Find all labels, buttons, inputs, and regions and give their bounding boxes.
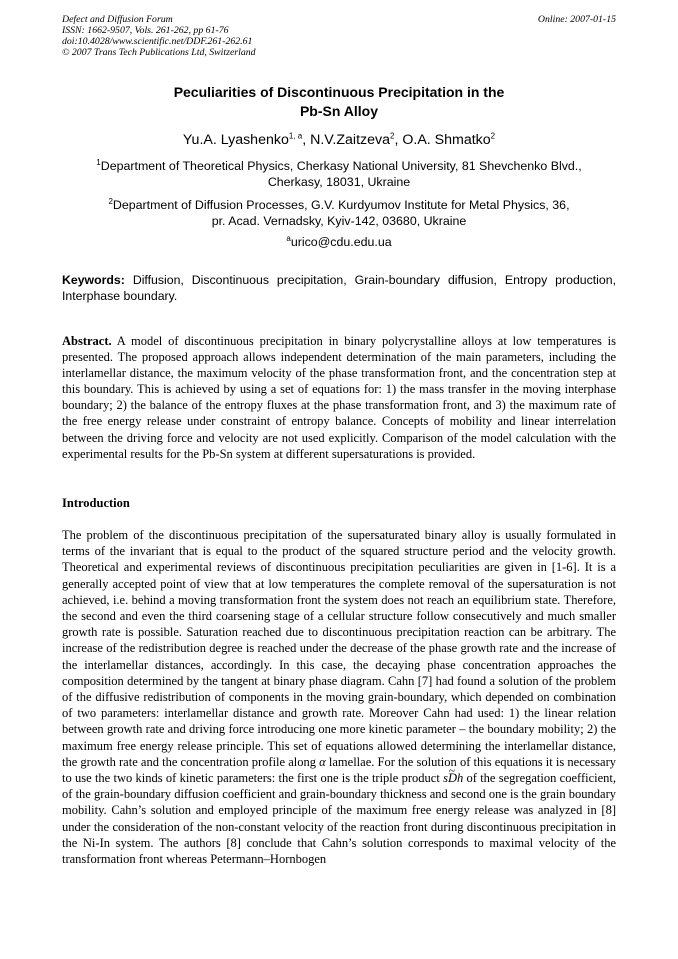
author-separator: ,	[302, 132, 311, 148]
journal-name: Defect and Diffusion Forum	[62, 14, 173, 25]
abstract-text: A model of discontinuous precipitation in binary polycrystalline alloys at low temperatures is presented. The proposed approach allows independent determination of the main parameters, including the interlamellar distance, the maximum velocity of the phase transformation front, and the concentration step at this boundary. This is achieved by using a set of equations for: 1) the mass transfer in the moving interphase boundary; 2) the balance of the entropy fluxes at the phase transformation front, and 3) the maximum rate of the free energy release under constraint of entropy balance. Concepts of mobility and linear interrelation between the driving force and velocity are not used explicitly. Comparison of the model calculation with the experimental results for the Pb-Sn system at different supersaturations is provided.	[62, 334, 616, 461]
affiliation-1	[62, 158, 616, 190]
triple-product-formula	[443, 771, 463, 785]
introduction-text	[62, 527, 616, 867]
affiliation-line-1: Department of Diffusion Processes, G.V. Kurdyumov Institute for Metal Physics, 36,	[112, 198, 570, 212]
title-line-2: Pb-Sn Alloy	[299, 103, 379, 119]
journal-header	[62, 14, 616, 58]
author-affiliation-mark: 2	[390, 131, 395, 141]
author-affiliation-mark: 2	[490, 131, 496, 141]
title-line-1: Peculiarities of Discontinuous Precipitation in the	[173, 84, 505, 100]
email-address[interactable]: urico@cdu.edu.ua	[290, 235, 392, 249]
intro-paragraph-part-2: lamellae. For the solution of this equations it is necessary to use the two kinds of kinetic parameters: the first one is the triple product	[62, 754, 617, 786]
keywords-label: Keywords:	[62, 273, 125, 287]
journal-doi[interactable]: doi:10.4028/www.scientific.net/DDF.261-262.61	[62, 36, 253, 47]
author-name: N.V.Zaitzeva	[310, 132, 390, 148]
intro-paragraph-part-3: of the segregation coefficient, of the grain-boundary diffusion coefficient and grain-boundary thickness and second one is the grain boundary mobility. Cahn’s solution and employed principle of the maximum free energy release was analyzed in [8] under the consideration of the non-constant velocity of the reaction front during discontinuous precipitation in the Ni-In system. The authors [8] conclude that Cahn’s solution corresponds to maximal velocity of the transformation front whereas Petermann–Hornbogen	[62, 771, 616, 867]
affiliation-mark: 2	[108, 196, 113, 206]
journal-copyright: © 2007 Trans Tech Publications Ltd, Switzerland	[62, 47, 256, 58]
keywords-section	[62, 273, 616, 304]
author-name: O.A. Shmatko	[402, 132, 491, 148]
formula-s: s	[443, 771, 448, 786]
formula-h: h	[456, 771, 464, 786]
keywords-text: Diffusion, Discontinuous precipitation, Grain-boundary diffusion, Entropy production, Interphase boundary.	[62, 273, 617, 303]
affiliation-mark: 1	[96, 157, 101, 167]
email-mark: a	[286, 233, 291, 243]
author-separator: ,	[394, 132, 403, 148]
abstract-section	[62, 333, 616, 462]
author-name: Yu.A. Lyashenko	[182, 132, 289, 148]
affiliation-line-2: Cherkasy, 18031, Ukraine	[267, 175, 411, 189]
journal-issn: ISSN: 1662-9507, Vols. 261-262, pp 61-76	[62, 25, 229, 36]
alpha-symbol: α	[319, 754, 326, 769]
online-date: Online: 2007-01-15	[537, 14, 616, 25]
intro-paragraph-part-1: The problem of the discontinuous precipitation of the supersaturated binary alloy is usually formulated in terms of the invariant that is equal to the product of the squared structure period and the velocity growth. Theoretical and experimental reviews of discontinuous precipitation peculiarities are given in [1-6]. It is a generally accepted point of view that at low temperatures the complete removal of the supersaturation is not achieved, i.e. behind a moving transformation front the system does not reach an equilibrium state. Therefore, the second and even the third coarsening stage of a cellular structure follow consecutively and much smaller growth rate is possible. Saturation reached due to discontinuous precipitation reaction can be arbitrary. The increase of the redistribution degree is reached under the decrease of the phase growth rate and the increase of the interlamellar distances, accordingly. In this case, the decaying phase concentration approaches the composition determined by the tangent at binary phase diagram. Cahn [7] had found a solution of the problem of the diffusive redistribution of components in the moving grain-boundary, which depended on combination of two parameters: interlamellar distance and growth rate. Moreover Cahn had used: 1) the linear relation between growth rate and driving force introducing one more kinetic parameter – the boundary mobility; 2) the maximum free energy release principle. This set of equations allowed determining the interlamellar distance, the growth rate and the concentration profile along	[62, 528, 616, 769]
formula-d-tilde: ~ D	[448, 770, 457, 786]
affiliation-line-2: pr. Acad. Vernadsky, Kyiv-142, 03680, Ukraine	[211, 214, 467, 228]
affiliation-2	[62, 197, 616, 229]
abstract-label: Abstract.	[62, 334, 112, 348]
author-affiliation-mark: 1, a	[288, 131, 303, 141]
corresponding-email	[62, 234, 616, 250]
introduction-heading: Introduction	[62, 496, 130, 510]
affiliation-line-1: Department of Theoretical Physics, Cherkasy National University, 81 Shevchenko Blvd.,	[100, 159, 582, 173]
author-list	[62, 131, 616, 149]
paper-title	[62, 83, 616, 121]
